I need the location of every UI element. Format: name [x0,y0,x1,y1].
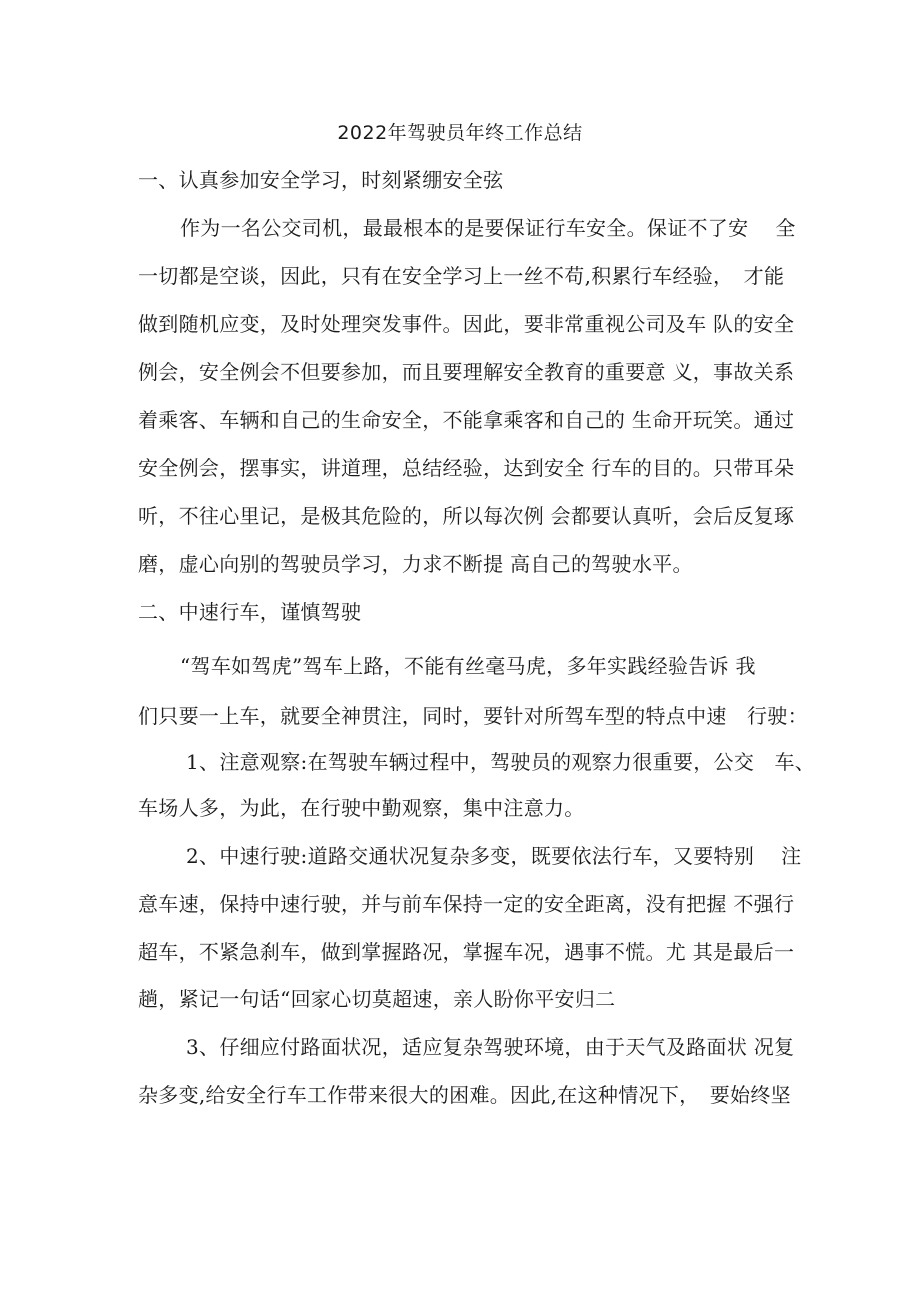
paragraph-line: 超车，不紧急刹车，做到掌握路况，掌握车况，遇事不慌。尤 其是最后一 [138,940,795,964]
paragraph-line: 杂多变,给安全行车工作带来很大的困难。因此,在这种情况下， 要始终坚 [138,1083,791,1107]
section-heading-1: 一、认真参加安全学习，时刻紧绷安全弦 [138,168,504,192]
paragraph-line: 们只要一上车，就要全神贯注，同时，要针对所驾车型的特点中速 行驶： [138,704,808,728]
paragraph-line: 磨，虚心向别的驾驶员学习，力求不断提 高自己的驾驶水平。 [138,552,693,576]
paragraph-line: 车场人多，为此，在行驶中勤观察，集中注意力。 [138,796,585,820]
paragraph-line: 着乘客、车辆和自己的生命安全，不能拿乘客和自己的 生命开玩笑。通过 [138,408,795,432]
paragraph-line: 听，不往心里记，是极其危险的，所以每次例 会都要认真听，会后反复琢 [138,504,795,528]
paragraph-line: 作为一名公交司机，最最根本的是要保证行车安全。保证不了安 全 [180,216,796,240]
paragraph-line: 做到随机应变，及时处理突发事件。因此，要非常重视公司及车 队的安全 [138,312,795,336]
paragraph-line: 趟，紧记一句话“回家心切莫超速，亲人盼你平安归二 [138,987,616,1011]
paragraph-line: “驾车如驾虎”驾车上路，不能有丝毫马虎，多年实践经验告诉 我 [180,654,756,678]
paragraph-line: 1、注意观察:在驾驶车辆过程中，驾驶员的观察力很重要，公交 车、 [186,750,816,774]
paragraph-line: 安全例会，摆事实，讲道理，总结经验，达到安全 行车的目的。只带耳朵 [138,456,795,480]
paragraph-line: 例会，安全例会不但要参加，而且要理解安全教育的重要意 义，事故关系 [138,360,795,384]
section-heading-2: 二、中速行车，谨慎驾驶 [138,600,362,624]
paragraph-line: 3、仔细应付路面状况，适应复杂驾驶环境，由于天气及路面状 况复 [186,1035,795,1059]
paragraph-line: 一切都是空谈，因此，只有在安全学习上一丝不苟,积累行车经验， 才能 [138,264,785,288]
document-title: 2022年驾驶员年终工作总结 [337,122,583,144]
paragraph-line: 2、中速行驶:道路交通状况复杂多变，既要依法行车，又要特别 注 [186,844,802,868]
paragraph-line: 意车速，保持中速行驶，并与前车保持一定的安全距离，没有把握 不强行 [138,892,795,916]
